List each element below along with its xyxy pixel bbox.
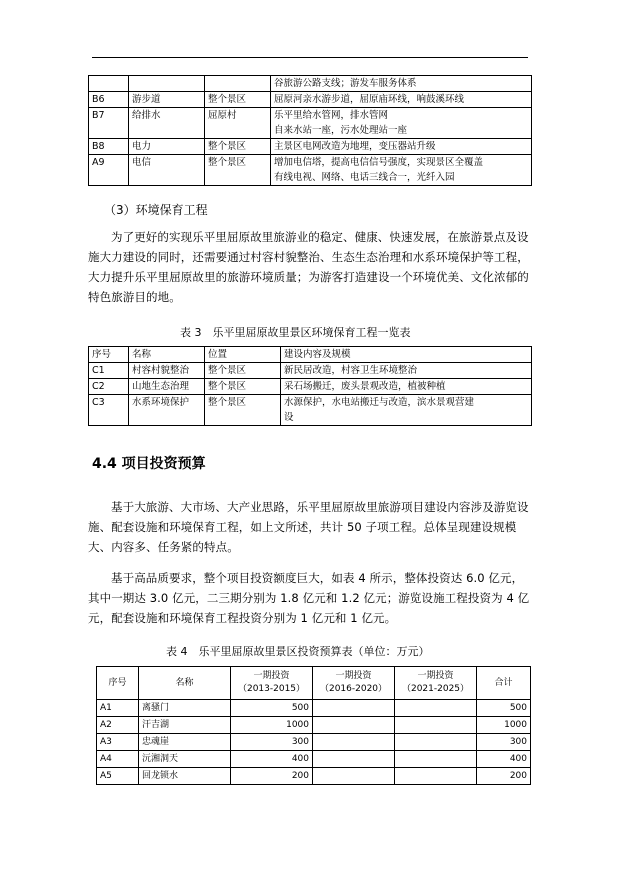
table-cell: 300 <box>477 734 531 751</box>
table-cell: B8 <box>89 139 129 155</box>
table-cell <box>313 751 395 768</box>
table-row <box>89 139 532 155</box>
table-cell <box>395 700 477 717</box>
cell-line: 屈原河亲水游步道，屈原庙环线，响鼓溪环线 <box>274 94 465 105</box>
section-heading: 4.4 项目投资预算 <box>92 456 206 472</box>
column-header <box>395 667 477 700</box>
column-header <box>477 667 531 700</box>
table-cell: 1000 <box>477 717 531 734</box>
table-caption: 表 4 乐平里屈原故里景区投资预算表（单位：万元） <box>166 645 430 658</box>
table-cell: 山地生态治理 <box>129 379 205 395</box>
table-cell: 400 <box>231 751 313 768</box>
column-header: 序号 <box>89 347 129 363</box>
table-cell: C1 <box>89 363 129 379</box>
table-cell <box>313 700 395 717</box>
table-cell <box>271 76 532 92</box>
table-cell: 整个景区 <box>205 395 281 426</box>
header-rule <box>92 57 528 58</box>
header-line: 合计 <box>494 677 513 688</box>
table-cell: B6 <box>89 92 129 108</box>
table-cell <box>271 92 532 108</box>
cell-line: 设 <box>284 412 294 423</box>
table-header-row <box>97 667 531 700</box>
table-caption: 表 3 乐平里屈原故里景区环境保育工程一览表 <box>180 326 411 339</box>
table-header-row <box>89 347 532 363</box>
table-row <box>97 734 531 751</box>
table-row <box>97 717 531 734</box>
table-cell <box>395 717 477 734</box>
table-cell <box>313 717 395 734</box>
table-cell <box>395 768 477 785</box>
investment-table <box>96 666 531 785</box>
table-cell: 屈原村 <box>205 108 271 139</box>
table-row <box>89 108 532 139</box>
table-cell: 500 <box>477 700 531 717</box>
table-cell <box>281 395 532 426</box>
table-row <box>89 92 532 108</box>
cell-line: 水源保护，水电站搬迁与改造，滨水景观营建 <box>284 397 475 408</box>
column-header: 建设内容及规模 <box>281 347 532 363</box>
table-cell: A4 <box>97 751 139 768</box>
column-header <box>231 667 313 700</box>
table-cell <box>313 734 395 751</box>
table-cell <box>395 751 477 768</box>
table-cell: 整个景区 <box>205 155 271 186</box>
table-cell: 汗吉湖 <box>139 717 231 734</box>
table-cell <box>271 139 532 155</box>
cell-line: 自来水站一座，污水处理站一座 <box>274 125 408 136</box>
table-row <box>97 700 531 717</box>
cell-line: 有线电视、网络、电话三线合一，光纤入园 <box>274 172 455 183</box>
table-cell: 游步道 <box>129 92 205 108</box>
table-cell: 整个景区 <box>205 379 281 395</box>
header-line: 名称 <box>175 677 194 688</box>
table-cell <box>89 76 129 92</box>
table-cell: A9 <box>89 155 129 186</box>
table-cell <box>129 76 205 92</box>
paragraph: 基于高品质要求，整个项目投资额度巨大，如表 4 所示，整体投资达 6.0 亿元，其中一期达 3.0 亿元，二三期分别为 1.8 亿元和 1.2 亿元；游览设施工程投资为 4 亿元，配套设施和环境保育工程投资分别为 1 亿元和 1 亿元。 <box>88 571 530 625</box>
cell-line: 主景区电网改造为地埋，变压器站升级 <box>274 141 436 152</box>
table-cell: 电信 <box>129 155 205 186</box>
table-cell: 500 <box>231 700 313 717</box>
table-cell: A5 <box>97 768 139 785</box>
paragraph: 为了更好的实现乐平里屈原故里旅游业的稳定、健康、快速发展，在旅游景点及设施大力建设的同时，还需要通过村容村貌整治、生态生态治理和水系环境保护等工程，大力提升乐平里屈原故里的旅游环境质量；为游客打造建设一个环境优美、文化浓郁的特色旅游目的地。 <box>88 230 529 304</box>
table-cell: A1 <box>97 700 139 717</box>
table-cell: C3 <box>89 395 129 426</box>
header-line: （2016-2020） <box>319 684 388 694</box>
table-cell: A3 <box>97 734 139 751</box>
column-header: 名称 <box>129 347 205 363</box>
table-cell: 400 <box>477 751 531 768</box>
table-cell: 水系环境保护 <box>129 395 205 426</box>
table-cell: 1000 <box>231 717 313 734</box>
column-header <box>97 667 139 700</box>
cell-line: 乐平里给水管网，排水管网 <box>274 110 389 121</box>
table-row <box>97 768 531 785</box>
table-cell: C2 <box>89 379 129 395</box>
table-cell <box>395 734 477 751</box>
table-cell: 整个景区 <box>205 363 281 379</box>
table-cell <box>271 108 532 139</box>
header-line: 序号 <box>108 677 127 688</box>
table-cell: A2 <box>97 717 139 734</box>
paragraph: 基于大旅游、大市场、大产业思路，乐平里屈原故里旅游项目建设内容涉及游览设施、配套设施和环境保育工程，如上文所述，共计 50 子项工程。总体呈现建设规模大、内容多、任务紧的特点。 <box>88 500 529 554</box>
cell-line: 增加电信塔，提高电信信号强度，实现景区全覆盖 <box>274 157 484 168</box>
table-cell <box>281 363 532 379</box>
table-cell: 200 <box>477 768 531 785</box>
header-line: 一期投资 <box>253 671 290 681</box>
table-cell: 给排水 <box>129 108 205 139</box>
table-cell: 村容村貌整治 <box>129 363 205 379</box>
table-row <box>97 751 531 768</box>
table-cell: 300 <box>231 734 313 751</box>
table-cell <box>313 768 395 785</box>
header-line: 一期投资 <box>417 671 454 681</box>
cell-line: 新民居改造，村容卫生环境整治 <box>284 365 418 376</box>
table-cell: B7 <box>89 108 129 139</box>
header-line: （2013-2015） <box>237 684 306 694</box>
table-cell: 整个景区 <box>205 92 271 108</box>
table-cell <box>281 379 532 395</box>
cell-line: 采石场搬迁，废头景观改造，植被种植 <box>284 381 446 392</box>
table-cell <box>271 155 532 186</box>
header-line: 一期投资 <box>335 671 372 681</box>
table-cell: 沅湘洞天 <box>139 751 231 768</box>
table-cell <box>205 76 271 92</box>
table-row <box>89 76 532 92</box>
infrastructure-table <box>88 75 532 186</box>
table-cell: 整个景区 <box>205 139 271 155</box>
column-header: 位置 <box>205 347 281 363</box>
table-cell: 回龙锁水 <box>139 768 231 785</box>
table-row <box>89 379 532 395</box>
table-row <box>89 395 532 426</box>
cell-line: 谷旅游公路支线；游发车服务体系 <box>274 78 417 89</box>
table-row <box>89 363 532 379</box>
header-line: （2021-2025） <box>401 684 470 694</box>
column-header <box>313 667 395 700</box>
column-header <box>139 667 231 700</box>
section-heading: （3）环境保育工程 <box>104 203 208 217</box>
environment-table <box>88 346 532 426</box>
table-cell: 忠魂崖 <box>139 734 231 751</box>
table-cell: 离骚门 <box>139 700 231 717</box>
table-row <box>89 155 532 186</box>
table-cell: 电力 <box>129 139 205 155</box>
table-cell: 200 <box>231 768 313 785</box>
